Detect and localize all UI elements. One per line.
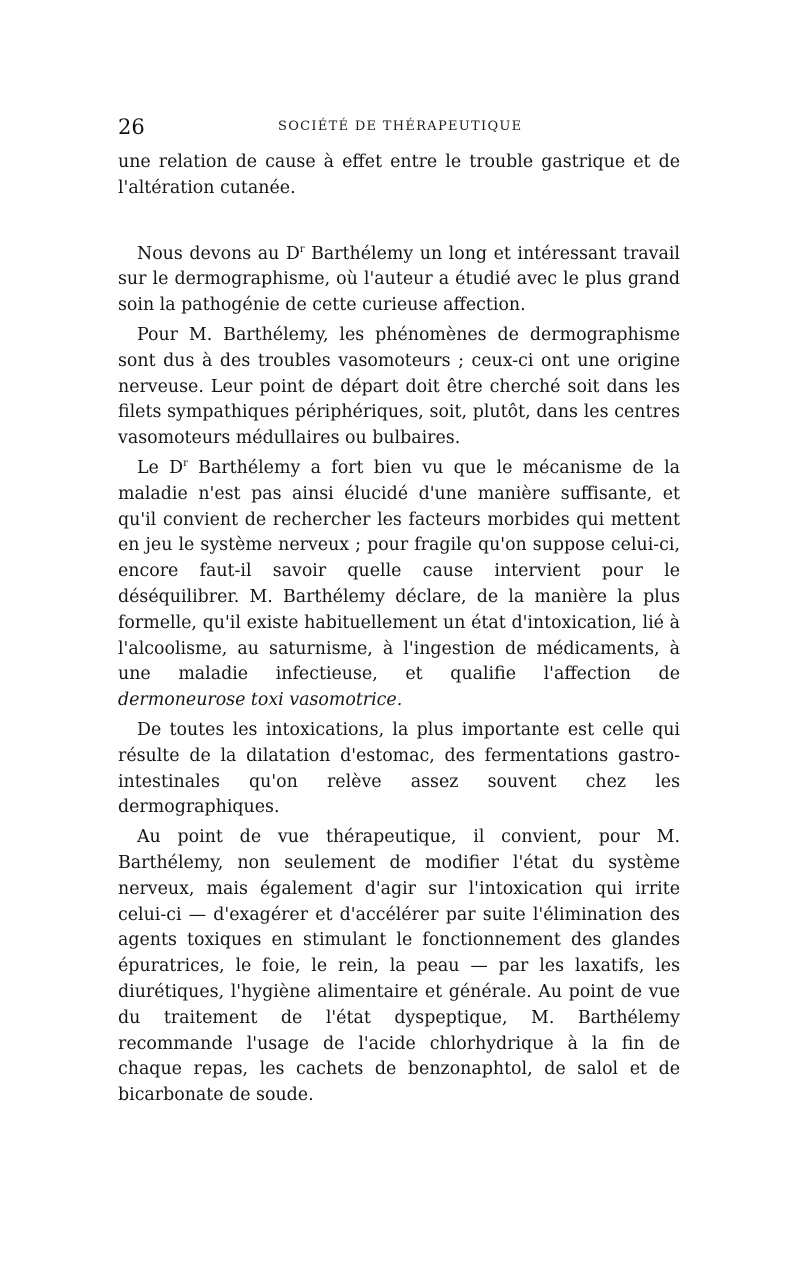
paragraph-text: Le D — [137, 457, 184, 478]
running-head: SOCIÉTÉ DE THÉRAPEUTIQUE — [278, 119, 523, 134]
superscript: r — [299, 243, 305, 255]
paragraph-text: Barthélemy un long et intéressant travail sur le dermographisme, où l'auteur a étudié avec le plus grand soin la pathogénie de cette curieuse affection. — [118, 243, 680, 316]
paragraph-text: Nous devons au D — [137, 243, 300, 264]
paragraph-text: Barthélemy a fort bien vu que le mécanisme de la maladie n'est pas ainsi élucidé d'une manière suffisante, et qu'il convient de rechercher les facteurs morbides qui mettent en jeu le système nerveux ; pour fragile qu'on suppose celui-ci, encore faut-il savoir quelle cause intervient pour le déséquilibrer. M. Barthélemy déclare, de la manière la plus formelle, qu'il existe habituellement un état d'intoxication, lié à l'alcoolisme, au saturnisme, à l'ingestion de médicaments, à une maladie infectieuse, et qualifie l'affection de — [118, 457, 681, 685]
superscript: r — [183, 458, 188, 470]
paragraph-dermographism-causes — [118, 323, 680, 452]
page-number: 26 — [118, 115, 145, 139]
paragraph-text: Pour M. Barthélemy, les phénomènes de dermographisme sont dus à des troubles vasomoteurs ; ceux-ci ont une origine nerveuse. Leur point de départ doit être cherché soit dans les filets sympathiques périphériques, soit, plutôt, dans les centres vasomoteurs médullaires ou bulbaires. — [118, 324, 680, 449]
italic-term: dermoneurose toxi vasomotrice. — [118, 690, 403, 711]
paragraph-text: Au point de vue thérapeutique, il convient, pour M. Barthélemy, non seulement de modifier l'état du système nerveux, mais également d'agir sur l'intoxication qui irrite celui-ci — d'exagérer et d'accélérer par suite l'élimination des agents toxiques en stimulant le fonctionnement des glandes épuratrices, le foie, le rein, la peau — par les laxatifs, les diurétiques, l'hygiène alimentaire et générale. Au point de vue du traitement de l'état dyspeptique, M. Barthélemy recommande l'usage de l'acide chlorhydrique à la fin de chaque repas, les cachets de benzonaphtol, de salol et de bicarbonate de soude. — [118, 827, 680, 1106]
paragraph-text: De toutes les intoxications, la plus importante est celle qui résulte de la dilatation d'estomac, des fermentations gastro-intestinales qu'on relève assez souvent chez les dermographiques. — [118, 719, 680, 818]
paragraph-barthelemy-work — [118, 242, 680, 319]
paragraph-intoxications — [118, 718, 680, 821]
body-text — [118, 150, 680, 1109]
page-header — [118, 113, 680, 141]
paragraph-text: une relation de cause à effet entre le trouble gastrique et de l'altération cutanée. — [118, 152, 680, 198]
paragraph-continuation — [118, 150, 680, 202]
paragraph-mechanism — [118, 456, 680, 714]
paragraph-therapeutics — [118, 825, 680, 1109]
